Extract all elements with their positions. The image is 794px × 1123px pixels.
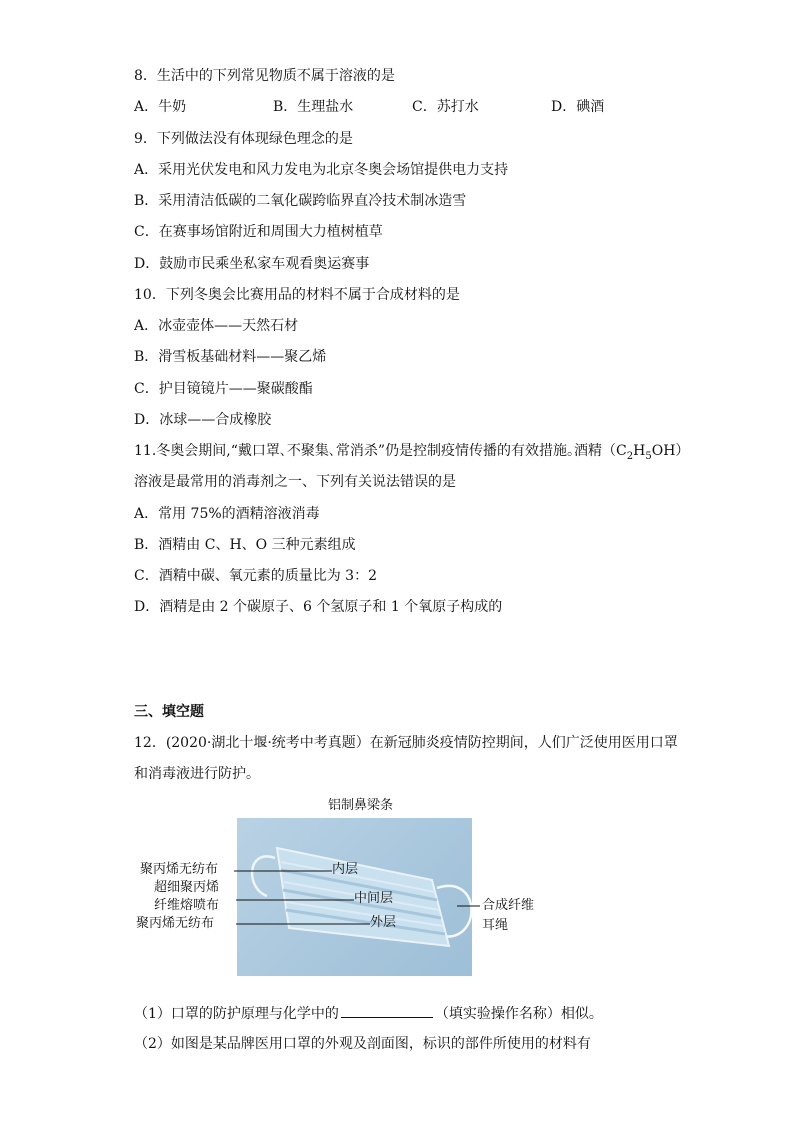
- q9-stem: 9．下列做法没有体现绿色理念的是: [134, 131, 353, 147]
- q8-option-a: A．牛奶: [134, 99, 187, 115]
- q11-option-b: B．酒精由 C、H、O 三种元素组成: [134, 537, 356, 553]
- q11-formula-sub1: 2: [626, 450, 634, 462]
- q11-option-d: D．酒精是由 2 个碳原子、6 个氢原子和 1 个氧原子构成的: [134, 599, 503, 615]
- mask-figure: [134, 792, 564, 982]
- label-pp-nonwoven-inner: 聚丙烯无纺布: [140, 862, 219, 877]
- label-meltblown-line1: 超细聚丙烯: [154, 880, 220, 895]
- q10-option-b: B．滑雪板基础材料——聚乙烯: [134, 349, 327, 365]
- q11-formula-mid: H: [633, 443, 646, 459]
- q8-option-d: D．碘酒: [551, 99, 605, 115]
- q12-sub1-after: （填实验操作名称）相似。: [434, 1006, 603, 1022]
- q10-option-d: D．冰球——合成橡胶: [134, 412, 272, 428]
- q11-option-c: C．酒精中碳、氧元素的质量比为 3：2: [134, 568, 377, 584]
- q12-sub1: [134, 1003, 603, 1024]
- section-title: 三、填空题: [134, 704, 204, 720]
- q11-stem-part1: 11.冬奥会期间,“戴口罩､不聚集､常消杀”仍是控制疫情传播的有效措施｡酒精（C: [134, 443, 627, 459]
- label-synthetic-fiber: 合成纤维: [482, 898, 535, 913]
- answer-blank[interactable]: [341, 1003, 433, 1018]
- q12-sub2: （2）如图是某品牌医用口罩的外观及剖面图，标识的部件所使用的材料有: [134, 1036, 591, 1052]
- q9-option-a: A．采用光伏发电和风力发电为北京冬奥会场馆提供电力支持: [134, 162, 509, 178]
- label-ear-loop: 耳绳: [482, 918, 509, 933]
- q11-option-a: A．常用 75%的酒精溶液消毒: [134, 506, 320, 522]
- q9-option-c: C．在赛事场馆附近和周围大力植树植草: [134, 224, 383, 240]
- q8-option-b: B．生理盐水: [273, 99, 354, 115]
- q11-formula-sub2: 5: [645, 450, 652, 462]
- q11-stem-line2: 溶液是最常用的消毒剂之一、下列有关说法错误的是: [134, 474, 456, 490]
- q10-option-a: A．冰壶壶体——天然石材: [134, 318, 299, 334]
- q8-option-c: C．苏打水: [412, 99, 479, 115]
- q11-stem-part2: OH）: [651, 443, 690, 459]
- q9-option-b: B．采用清洁低碳的二氧化碳跨临界直冷技术制冰造雪: [134, 193, 467, 209]
- q8-stem: 8．生活中的下列常见物质不属于溶液的是: [134, 68, 395, 84]
- q9-option-d: D．鼓励市民乘坐私家车观看奥运赛事: [134, 256, 370, 272]
- q12-sub1-before: （1）口罩的防护原理与化学中的: [134, 1006, 339, 1022]
- q11-stem-line1: [134, 441, 689, 467]
- label-meltblown-line2: 纤维熔喷布: [154, 898, 220, 913]
- label-pp-nonwoven-outer: 聚丙烯无纺布: [136, 916, 215, 931]
- q12-stem-line2: 和消毒液进行防护。: [134, 766, 260, 782]
- q12-stem-line1: 12．(2020·湖北十堰·统考中考真题）在新冠肺炎疫情防控期间，人们广泛使用医用口罩: [134, 735, 678, 751]
- q10-stem: 10．下列冬奥会比赛用品的材料不属于合成材料的是: [134, 287, 460, 303]
- label-outer-layer: 外层: [370, 915, 397, 930]
- label-nose-strip: 铝制鼻梁条: [328, 798, 394, 813]
- label-inner-layer: 内层: [332, 862, 359, 877]
- q10-option-c: C．护目镜镜片——聚碳酸酯: [134, 381, 313, 397]
- q8-options: [134, 97, 604, 117]
- label-middle-layer: 中间层: [354, 891, 394, 906]
